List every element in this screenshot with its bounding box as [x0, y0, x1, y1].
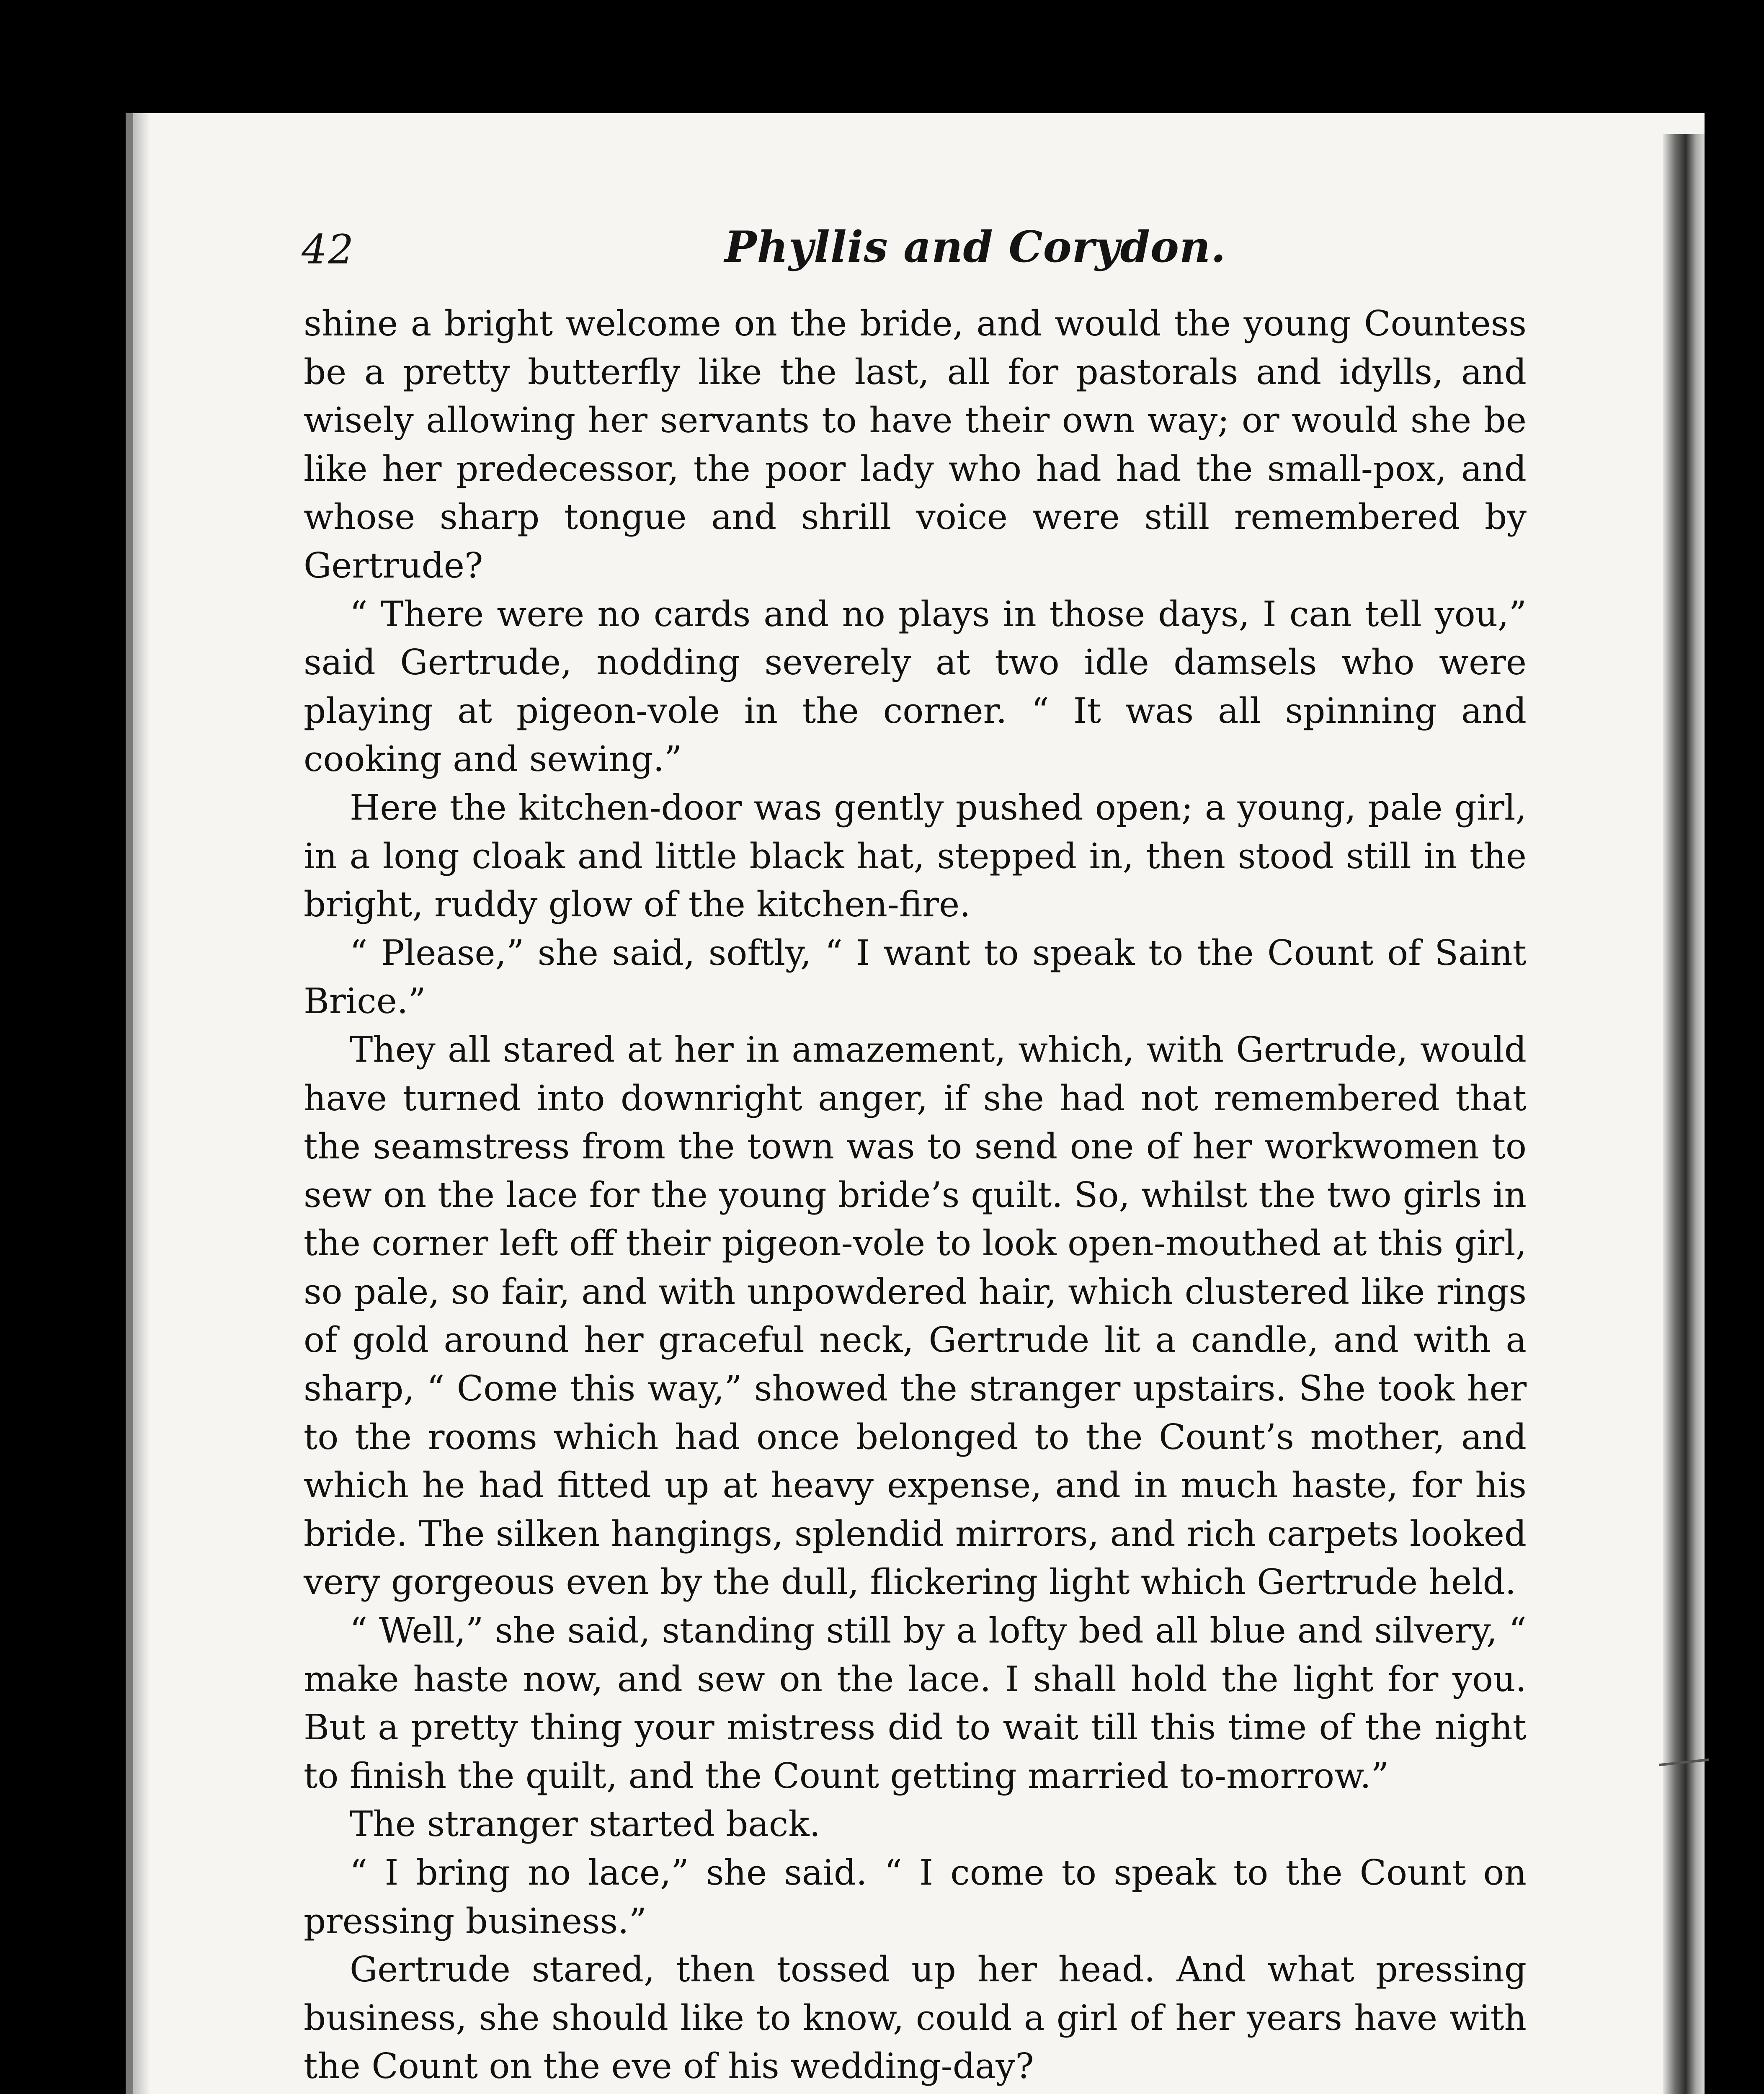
paragraph: Here the kitchen-door was gently pushed open; a young, pale girl, in a long cloak and little black hat, stepped in, then stood still in the bright, ruddy glow of the kitchen-fire. [304, 787, 1527, 925]
paragraph: The stranger started back. [350, 1804, 821, 1845]
paragraph: shine a bright welcome on the bride, and would the young Countess be a pretty butterfly like the last, all for pastorals and idylls, and wisely allowing her servants to have their own way; or would she be like her predecessor, the poor lady who had had the small-pox, and whose sharp tongue and shrill voice were still remembered by Gertrude? [304, 303, 1527, 586]
body-text [304, 299, 1527, 2094]
running-head [302, 222, 1558, 289]
paragraph: Gertrude stared, then tossed up her head. And what pressing business, she should like to know, could a girl of her years have with the Count on the eve of his wedding-day? [304, 1949, 1527, 2087]
paragraph: “ There were no cards and no plays in those days, I can tell you,” said Gertrude, nodding severely at two idle damsels who were playing at pigeon-vole in the corner. “ It was all spinning and cooking and sewing.” [304, 593, 1527, 780]
paragraph: They all stared at her in amazement, which, with Gertrude, would have turned into downright anger, if she had not remembered that the seamstress from the town was to send one of her workwomen to sew on the lace for the young bride’s quilt. So, whilst the two girls in the corner left off their pigeon-vole to look open-mouthed at this girl, so pale, so fair, and with unpowdered hair, which clustered like rings of gold around her graceful neck, Gertrude lit a candle, and with a sharp, “ Come this way,” showed the stranger upstairs. She took her to the rooms which had once belonged to the Count’s mother, and which he had fitted up at heavy expense, and in much haste, for his bride. The silken hangings, splendid mirrors, and rich carpets looked very gorgeous even by the dull, flickering light which Gertrude held. [304, 1029, 1527, 1603]
paragraph [304, 2091, 1527, 2094]
page-number: 42 [302, 226, 355, 273]
paragraph: “ Well,” she said, standing still by a lofty bed all blue and silvery, “ make haste now, and sew on the lace. I shall hold the light for you. But a pretty thing your mistress did to wait till this time of the night to finish the quilt, and the Count getting married to-morrow.” [304, 1610, 1527, 1796]
page-gutter-shadow [133, 113, 150, 2094]
paragraph: “ I bring no lace,” she said. “ I come to speak to the Count on pressing business.” [304, 1852, 1527, 1942]
book-title: Phyllis and Corydon. [725, 222, 1226, 272]
page-edge-stack [1663, 134, 1705, 2094]
paragraph: “ Please,” she said, softly, “ I want to speak to the Count of Saint Brice.” [304, 932, 1527, 1022]
